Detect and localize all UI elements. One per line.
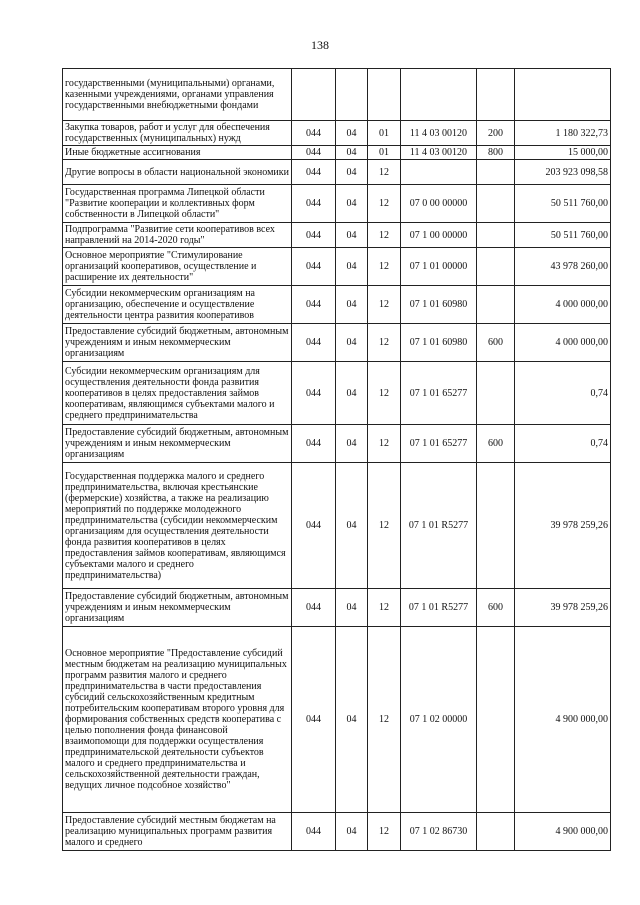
- table-row: [63, 121, 611, 146]
- ministry-code: 044: [292, 185, 336, 223]
- item-name: Субсидии некоммерческим организациям на организацию, обеспечение и осуществление деятельности центра развития кооперативов: [63, 286, 292, 324]
- section-code: 04: [336, 463, 368, 589]
- section-code: 04: [336, 589, 368, 627]
- target-article-code: 11 4 03 00120: [401, 146, 477, 160]
- section-code: 04: [336, 362, 368, 425]
- section-code: 04: [336, 286, 368, 324]
- target-article-code: 07 1 01 00000: [401, 248, 477, 286]
- expense-type-code: 600: [477, 324, 515, 362]
- subsection-code: 12: [368, 160, 401, 185]
- subsection-code: 12: [368, 425, 401, 463]
- target-article-code: 07 1 02 00000: [401, 627, 477, 813]
- amount: 1 180 322,73: [515, 121, 611, 146]
- table-row: [63, 223, 611, 248]
- amount: [515, 69, 611, 121]
- ministry-code: 044: [292, 324, 336, 362]
- target-article-code: 07 1 01 60980: [401, 324, 477, 362]
- target-article-code: [401, 69, 477, 121]
- item-name: Основное мероприятие "Стимулирование организаций кооперативов, осуществление и расширение их деятельности": [63, 248, 292, 286]
- table-row: [63, 248, 611, 286]
- ministry-code: 044: [292, 813, 336, 851]
- item-name: Государственная программа Липецкой области "Развитие кооперации и коллективных форм собственности в Липецкой области": [63, 185, 292, 223]
- table-row: [63, 813, 611, 851]
- subsection-code: 01: [368, 121, 401, 146]
- item-name: Другие вопросы в области национальной экономики: [63, 160, 292, 185]
- table-row: [63, 589, 611, 627]
- page-number: 138: [311, 38, 329, 52]
- item-name: Основное мероприятие "Предоставление субсидий местным бюджетам на реализацию муниципальных программ развития малого и среднего предпринимательства в части предоставления субсидий сельскохозяйственным кредитным потребительским кооперативам второго уровня для формирования собственных средств кооператива с целью пополнения фонда финансовой взаимопомощи для поддержки осуществления предпринимательской деятельности субъектов малого и среднего предпринимательства и сельскохозяйственной деятельности граждан, ведущих личное подсобное хозяйство": [63, 627, 292, 813]
- ministry-code: [292, 69, 336, 121]
- expense-type-code: 600: [477, 589, 515, 627]
- target-article-code: 11 4 03 00120: [401, 121, 477, 146]
- item-name: государственными (муниципальными) органами, казенными учреждениями, органами управления государственными внебюджетными фондами: [63, 69, 292, 121]
- section-code: 04: [336, 627, 368, 813]
- subsection-code: 12: [368, 362, 401, 425]
- amount: 50 511 760,00: [515, 185, 611, 223]
- ministry-code: 044: [292, 362, 336, 425]
- ministry-code: 044: [292, 223, 336, 248]
- subsection-code: 12: [368, 223, 401, 248]
- expense-type-code: 200: [477, 121, 515, 146]
- amount: 0,74: [515, 362, 611, 425]
- ministry-code: 044: [292, 425, 336, 463]
- amount: 0,74: [515, 425, 611, 463]
- amount: 203 923 098,58: [515, 160, 611, 185]
- subsection-code: 01: [368, 146, 401, 160]
- expense-type-code: [477, 69, 515, 121]
- subsection-code: [368, 69, 401, 121]
- expense-type-code: [477, 463, 515, 589]
- item-name: Закупка товаров, работ и услуг для обеспечения государственных (муниципальных) нужд: [63, 121, 292, 146]
- table-row: [63, 146, 611, 160]
- section-code: 04: [336, 121, 368, 146]
- expense-type-code: 600: [477, 425, 515, 463]
- table-row: [63, 463, 611, 589]
- ministry-code: 044: [292, 463, 336, 589]
- target-article-code: 07 1 02 86730: [401, 813, 477, 851]
- subsection-code: 12: [368, 286, 401, 324]
- target-article-code: [401, 160, 477, 185]
- item-name: Государственная поддержка малого и среднего предпринимательства, включая крестьянские (фермерские) хозяйства, а также на реализацию мероприятий по поддержке молодежного предпринимательства (субсидии некоммерческим организациям для осуществления деятельности фонда развития кооперативов в целях предоставления займов кооперативам, являющимся субъектами малого и среднего предпринимательства): [63, 463, 292, 589]
- subsection-code: 12: [368, 813, 401, 851]
- ministry-code: 044: [292, 627, 336, 813]
- section-code: 04: [336, 813, 368, 851]
- table-row: [63, 160, 611, 185]
- expense-type-code: [477, 223, 515, 248]
- table-row: [63, 627, 611, 813]
- item-name: Предоставление субсидий бюджетным, автономным учреждениям и иным некоммерческим организациям: [63, 425, 292, 463]
- expense-type-code: [477, 160, 515, 185]
- expense-type-code: [477, 286, 515, 324]
- subsection-code: 12: [368, 324, 401, 362]
- subsection-code: 12: [368, 589, 401, 627]
- item-name: Предоставление субсидий местным бюджетам на реализацию муниципальных программ развития малого и среднего: [63, 813, 292, 851]
- section-code: 04: [336, 324, 368, 362]
- amount: 15 000,00: [515, 146, 611, 160]
- target-article-code: 07 1 01 65277: [401, 362, 477, 425]
- amount: 39 978 259,26: [515, 463, 611, 589]
- item-name: Предоставление субсидий бюджетным, автономным учреждениям и иным некоммерческим организациям: [63, 324, 292, 362]
- target-article-code: 07 1 01 R5277: [401, 589, 477, 627]
- amount: 4 900 000,00: [515, 813, 611, 851]
- item-name: Иные бюджетные ассигнования: [63, 146, 292, 160]
- amount: 4 000 000,00: [515, 324, 611, 362]
- expense-type-code: [477, 627, 515, 813]
- table-row: [63, 425, 611, 463]
- table-row: [63, 286, 611, 324]
- amount: 50 511 760,00: [515, 223, 611, 248]
- ministry-code: 044: [292, 146, 336, 160]
- table-row: [63, 69, 611, 121]
- budget-table: [62, 68, 611, 851]
- section-code: [336, 69, 368, 121]
- ministry-code: 044: [292, 286, 336, 324]
- ministry-code: 044: [292, 121, 336, 146]
- section-code: 04: [336, 160, 368, 185]
- target-article-code: 07 0 00 00000: [401, 185, 477, 223]
- ministry-code: 044: [292, 160, 336, 185]
- item-name: Субсидии некоммерческим организациям для осуществления деятельности фонда развития кооперативов в целях предоставления займов кооперативам, являющимся субъектами малого и среднего предпринимательства: [63, 362, 292, 425]
- amount: 4 000 000,00: [515, 286, 611, 324]
- subsection-code: 12: [368, 248, 401, 286]
- subsection-code: 12: [368, 463, 401, 589]
- expense-type-code: [477, 248, 515, 286]
- section-code: 04: [336, 248, 368, 286]
- target-article-code: 07 1 01 R5277: [401, 463, 477, 589]
- section-code: 04: [336, 223, 368, 248]
- section-code: 04: [336, 425, 368, 463]
- amount: 4 900 000,00: [515, 627, 611, 813]
- expense-type-code: [477, 362, 515, 425]
- target-article-code: 07 1 01 60980: [401, 286, 477, 324]
- ministry-code: 044: [292, 589, 336, 627]
- table-row: [63, 362, 611, 425]
- amount: 39 978 259,26: [515, 589, 611, 627]
- target-article-code: 07 1 01 65277: [401, 425, 477, 463]
- expense-type-code: 800: [477, 146, 515, 160]
- subsection-code: 12: [368, 627, 401, 813]
- item-name: Подпрограмма "Развитие сети кооперативов всех направлений на 2014-2020 годы": [63, 223, 292, 248]
- expense-type-code: [477, 813, 515, 851]
- subsection-code: 12: [368, 185, 401, 223]
- ministry-code: 044: [292, 248, 336, 286]
- table-row: [63, 324, 611, 362]
- section-code: 04: [336, 146, 368, 160]
- item-name: Предоставление субсидий бюджетным, автономным учреждениям и иным некоммерческим организациям: [63, 589, 292, 627]
- target-article-code: 07 1 00 00000: [401, 223, 477, 248]
- section-code: 04: [336, 185, 368, 223]
- amount: 43 978 260,00: [515, 248, 611, 286]
- expense-type-code: [477, 185, 515, 223]
- table-row: [63, 185, 611, 223]
